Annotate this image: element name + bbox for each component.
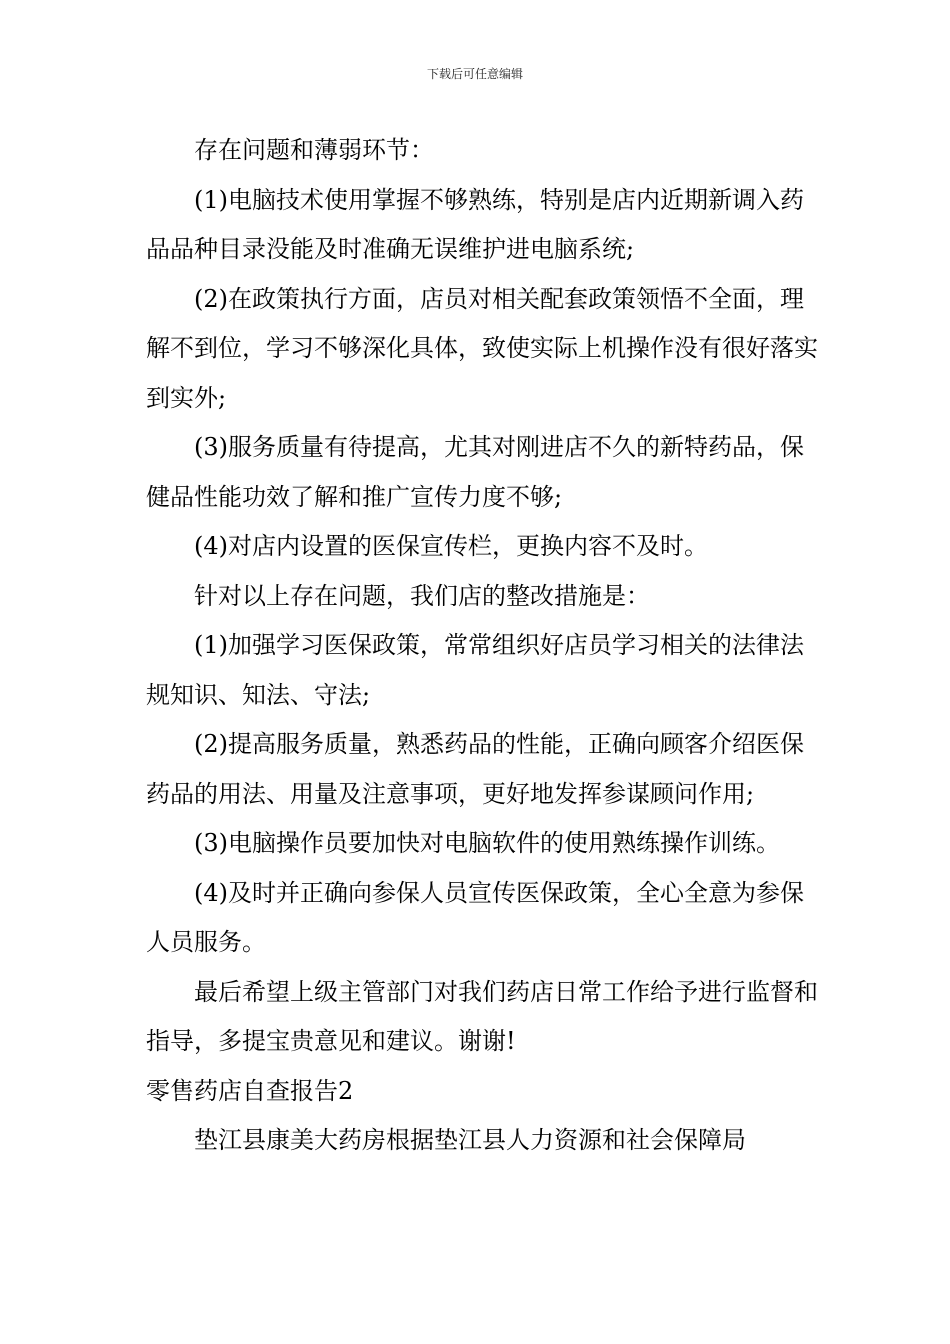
paragraph-closing: 最后希望上级主管部门对我们药店日常工作给予进行监督和指导，多提宝贵意见和建议。谢谢! <box>146 977 818 1055</box>
section-heading: 零售药店自查报告2 <box>146 1076 354 1105</box>
paragraph-measure-3: (3)电脑操作员要加快对电脑软件的使用熟练操作训练。 <box>194 829 780 857</box>
page-header: 下载后可任意编辑 <box>426 67 523 81</box>
paragraph-problem-3: (3)服务质量有待提高，尤其对刚进店不久的新特药品，保健品性能功效了解和推广宣传力度不够; <box>146 433 804 511</box>
paragraph-problem-2: (2)在政策执行方面，店员对相关配套政策领悟不全面，理解不到位，学习不够深化具体，致使实际上机操作没有很好落实到实外; <box>146 284 818 412</box>
paragraph-measure-2: (2)提高服务质量，熟悉药品的性能，正确向顾客介绍医保药品的用法、用量及注意事项，更好地发挥参谋顾问作用; <box>146 730 804 808</box>
paragraph-measure-4: (4)及时并正确向参保人员宣传医保政策，全心全意为参保人员服务。 <box>146 878 804 956</box>
paragraph-measure-1: (1)加强学习医保政策，常常组织好店员学习相关的法律法规知识、知法、守法; <box>146 631 804 709</box>
paragraph-report-2-start: 垫江县康美大药房根据垫江县人力资源和社会保障局 <box>194 1126 746 1154</box>
paragraph-problems-intro: 存在问题和薄弱环节： <box>194 136 434 164</box>
document-body <box>146 126 821 1166</box>
paragraph-measures-intro: 针对以上存在问题，我们店的整改措施是： <box>194 581 650 610</box>
paragraph-problem-1: (1)电脑技术使用掌握不够熟练，特别是店内近期新调入药品品种目录没能及时准确无误维护进电脑系统; <box>146 185 804 263</box>
paragraph-problem-4: (4)对店内设置的医保宣传栏，更换内容不及时。 <box>194 532 708 560</box>
